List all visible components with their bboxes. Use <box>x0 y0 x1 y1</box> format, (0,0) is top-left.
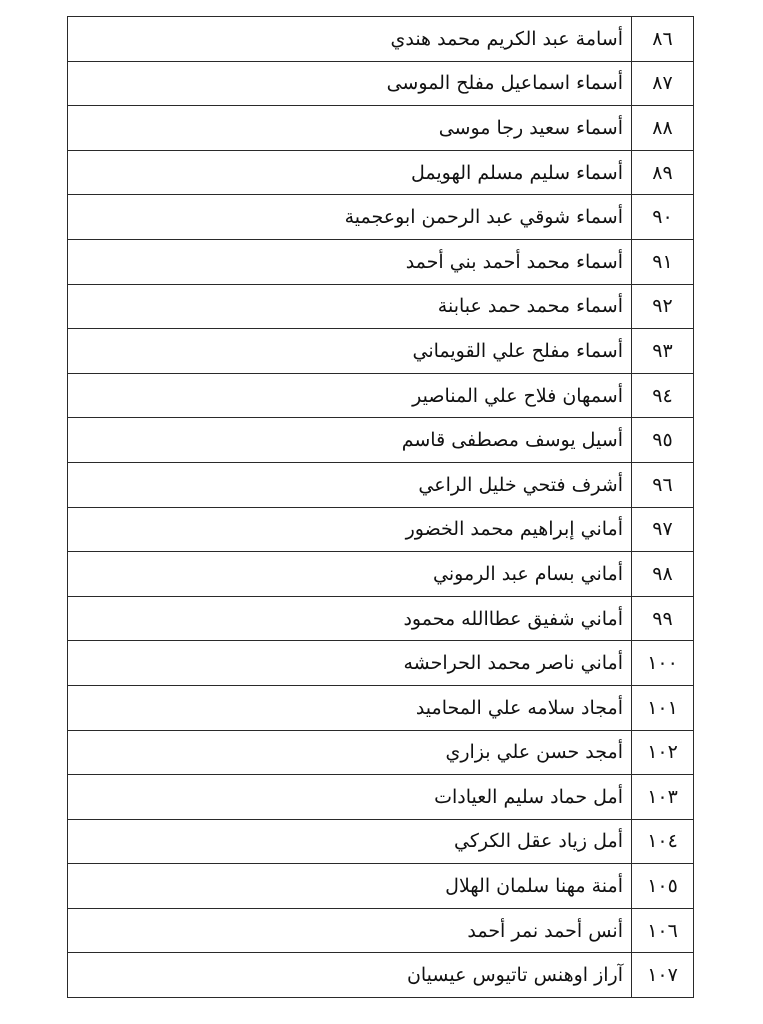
person-name: أمل زياد عقل الكركي <box>68 819 632 864</box>
row-number: ٩٤ <box>632 373 694 418</box>
person-name: أشرف فتحي خليل الراعي <box>68 462 632 507</box>
row-number: ١٠٦ <box>632 908 694 953</box>
row-number: ٨٨ <box>632 106 694 151</box>
row-number: ١٠٠ <box>632 641 694 686</box>
table-row <box>68 106 694 151</box>
row-number: ١٠١ <box>632 685 694 730</box>
table-row <box>68 685 694 730</box>
person-name: أسماء سعيد رجا موسى <box>68 106 632 151</box>
table-row <box>68 462 694 507</box>
names-table <box>67 16 694 998</box>
table-row <box>68 17 694 62</box>
row-number: ١٠٤ <box>632 819 694 864</box>
row-number: ٩٩ <box>632 596 694 641</box>
person-name: آراز اوهنس تاتيوس عيسيان <box>68 953 632 998</box>
row-number: ٩٨ <box>632 552 694 597</box>
row-number: ٩٠ <box>632 195 694 240</box>
table-row <box>68 373 694 418</box>
person-name: أسيل يوسف مصطفى قاسم <box>68 418 632 463</box>
person-name: أسماء محمد حمد عبابنة <box>68 284 632 329</box>
person-name: أسماء محمد أحمد بني أحمد <box>68 239 632 284</box>
table-row <box>68 329 694 374</box>
row-number: ٩٧ <box>632 507 694 552</box>
person-name: أماني إبراهيم محمد الخضور <box>68 507 632 552</box>
table-row <box>68 908 694 953</box>
row-number: ١٠٥ <box>632 864 694 909</box>
person-name: أسماء مفلح علي القويماني <box>68 329 632 374</box>
row-number: ٩٢ <box>632 284 694 329</box>
table-row <box>68 507 694 552</box>
table-row <box>68 284 694 329</box>
table-row <box>68 150 694 195</box>
table-row <box>68 61 694 106</box>
person-name: أماني بسام عبد الرموني <box>68 552 632 597</box>
row-number: ١٠٣ <box>632 775 694 820</box>
row-number: ٨٧ <box>632 61 694 106</box>
table-row <box>68 552 694 597</box>
person-name: أمل حماد سليم العيادات <box>68 775 632 820</box>
person-name: أماني شفيق عطاالله محمود <box>68 596 632 641</box>
person-name: أماني ناصر محمد الحراحشه <box>68 641 632 686</box>
table-row <box>68 418 694 463</box>
table-row <box>68 641 694 686</box>
row-number: ٨٦ <box>632 17 694 62</box>
row-number: ٩٣ <box>632 329 694 374</box>
table-row <box>68 819 694 864</box>
person-name: أسامة عبد الكريم محمد هندي <box>68 17 632 62</box>
person-name: أمجد حسن علي بزاري <box>68 730 632 775</box>
row-number: ١٠٢ <box>632 730 694 775</box>
person-name: أمجاد سلامه علي المحاميد <box>68 685 632 730</box>
names-table-body <box>68 17 694 998</box>
person-name: أسماء شوقي عبد الرحمن ابوعجمية <box>68 195 632 240</box>
table-row <box>68 730 694 775</box>
person-name: أسمهان فلاح علي المناصير <box>68 373 632 418</box>
person-name: أمنة مهنا سلمان الهلال <box>68 864 632 909</box>
table-row <box>68 864 694 909</box>
table-row <box>68 953 694 998</box>
row-number: ٩٥ <box>632 418 694 463</box>
row-number: ٩٦ <box>632 462 694 507</box>
person-name: أسماء سليم مسلم الهويمل <box>68 150 632 195</box>
row-number: ٨٩ <box>632 150 694 195</box>
table-row <box>68 596 694 641</box>
table-row <box>68 239 694 284</box>
table-row <box>68 775 694 820</box>
row-number: ٩١ <box>632 239 694 284</box>
person-name: أسماء اسماعيل مفلح الموسى <box>68 61 632 106</box>
row-number: ١٠٧ <box>632 953 694 998</box>
person-name: أنس أحمد نمر أحمد <box>68 908 632 953</box>
table-row <box>68 195 694 240</box>
